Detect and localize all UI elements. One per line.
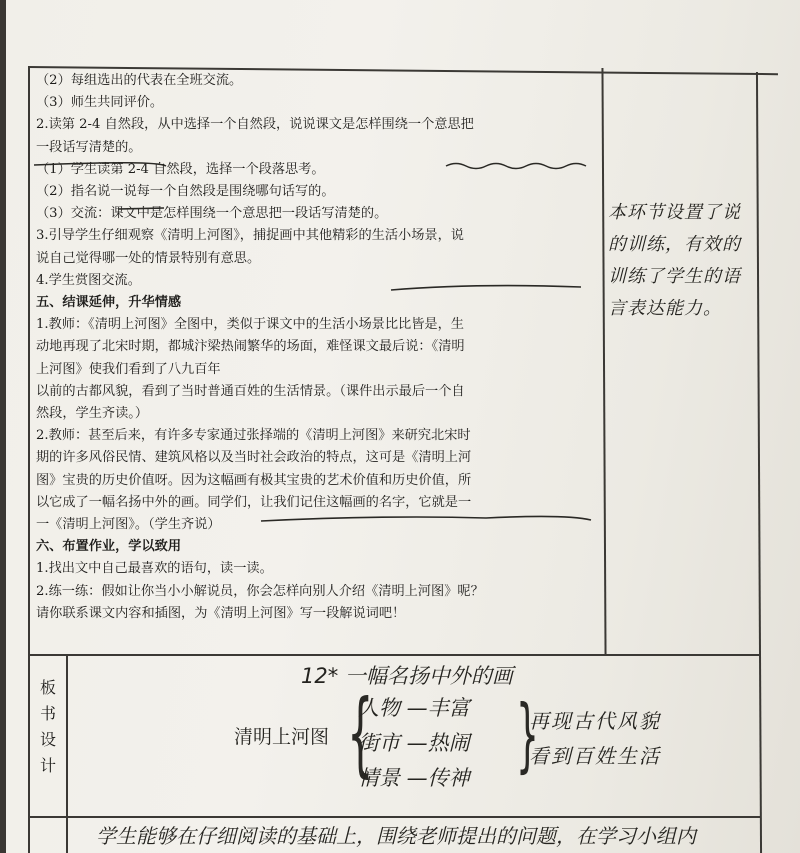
margin-comment [608, 197, 741, 325]
lesson-plan-page [6, 0, 800, 853]
board-item-scene: 情景 —传神 [358, 766, 470, 790]
text-line: 请你联系课文内容和插图，为《清明上河图》写一段解说词吧！ [36, 605, 406, 621]
right-brace: } [515, 688, 539, 781]
text-line: 4.学生赏图交流。 [36, 272, 141, 288]
board-design-label: 板 书 设 计 [39, 678, 56, 775]
text-line: （3）师生共同评价。 [36, 95, 164, 111]
comment-line: 言表达能力。 [608, 298, 722, 319]
text-line: 上河图》使我们看到了八九百年 [36, 361, 221, 377]
text-line: （2）指名说一说每一个自然段是围绕哪句话写的。 [36, 184, 335, 200]
text-line: 1.找出文中自己最喜欢的语句，读一读。 [36, 561, 273, 577]
text-line: 以前的古都风貌，看到了当时普通百姓的生活情景。（课件出示最后一个自 [36, 383, 465, 399]
underline-stroke [118, 208, 164, 209]
text-line: 一段话写清楚的。 [36, 139, 142, 155]
text-line: 一《清明上河图》。（学生齐说） [36, 517, 221, 533]
section-heading-6: 六、布置作业，学以致用 [36, 539, 182, 555]
text-line: 2.练一练：假如让你当小小解说员，你会怎样向别人介绍《清明上河图》呢？ [36, 583, 484, 599]
text-line: 2.教师：甚至后来，有许多专家通过张择端的《清明上河图》来研究北宋时 [36, 428, 471, 444]
reflection-text: 学生能够在仔细阅读的基础上，围绕老师提出的问题，在学习小组内 [96, 824, 696, 848]
underline-stroke [261, 516, 591, 521]
text-line: 以它成了一幅名扬中外的画。同学们，让我们记住这幅画的名字，它就是一 [36, 494, 472, 510]
text-line: 图》宝贵的历史价值呀。因为这幅画有极其宝贵的艺术价值和历史价值，所 [36, 472, 472, 488]
board-result-2: 看到百姓生活 [529, 744, 661, 768]
handwritten-underlines [6, 0, 800, 853]
wavy-underline-stroke [446, 164, 586, 169]
comment-line: 本环节设置了说 [608, 202, 741, 223]
section-heading-5: 五、结课延伸，升华情感 [36, 295, 182, 311]
board-result-1: 再现古代风貌 [529, 709, 661, 733]
board-item-street: 街市 —热闹 [358, 731, 470, 755]
text-line: 然段，学生齐读。） [36, 406, 149, 422]
text-line: 2.读第 2-4 自然段，从中选择一个自然段，说说课文是怎样围绕一个意思把 [36, 117, 474, 133]
text-line: （3）交流：课文中是怎样围绕一个意思把一段话写清楚的。 [36, 206, 388, 222]
board-center-term: 清明上河图 [234, 726, 330, 748]
board-title: 12* 一幅名扬中外的画 [301, 664, 513, 688]
underline-stroke [391, 286, 581, 290]
text-line: 3.引导学生仔细观察《清明上河图》，捕捉画中其他精彩的生活小场景，说 [36, 228, 464, 244]
text-line: 说自己觉得哪一处的情景特别有意思。 [36, 250, 261, 266]
comment-line: 训练了学生的语 [608, 266, 741, 287]
text-line: （2）每组选出的代表在全班交流。 [36, 73, 243, 88]
text-line: （1）学生读第 2-4 自然段，选择一个段落思考。 [36, 161, 325, 177]
comment-line: 的训练，有效的 [608, 234, 741, 255]
text-line: 期的许多风俗民情、建筑风格以及当时社会政治的特点，这可是《清明上河 [36, 450, 472, 466]
text-line: 1.教师：《清明上河图》全图中，类似于课文中的生活小场景比比皆是，生 [36, 317, 464, 333]
text-line: 动地再现了北宋时期，都城汴梁热闹繁华的场面，难怪课文最后说：《清明 [36, 339, 465, 355]
underline-stroke [34, 163, 166, 166]
left-brace: { [347, 680, 374, 787]
board-item-people: 人物 —丰富 [358, 696, 470, 720]
